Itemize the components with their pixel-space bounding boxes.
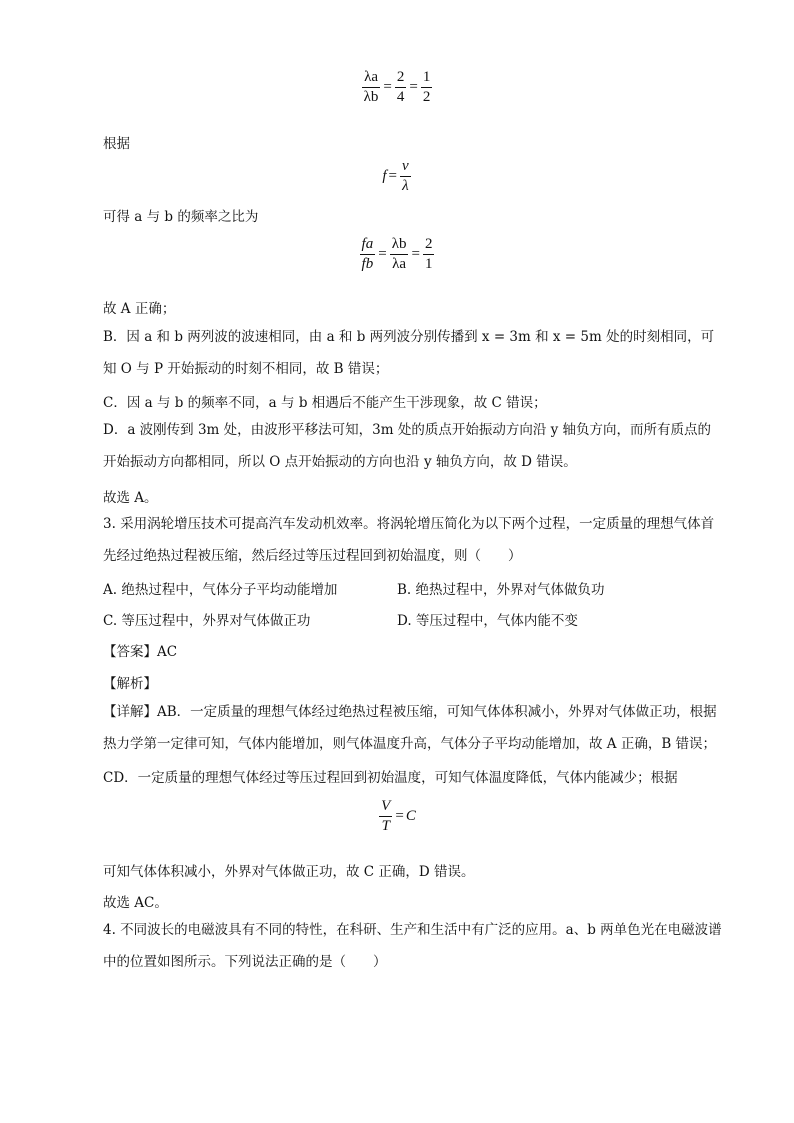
numerator: fa <box>360 235 376 255</box>
fraction <box>395 68 407 107</box>
numerator: λa <box>362 68 381 88</box>
question-3-option-c: C. 等压过程中，外界对气体做正功 <box>103 613 311 629</box>
denominator: fb <box>361 256 374 272</box>
fraction <box>423 235 435 274</box>
equation-lhs: f <box>382 167 387 184</box>
equation-ideal-gas: $\frac{V}{T}$ = C <box>381 798 416 834</box>
denominator: λb <box>363 89 379 105</box>
numerator: V <box>379 797 392 817</box>
equation-wavelength-ratio: $\frac{\lambda a}{\lambda b}$ = $\frac{2}{4}$ = $\frac{1}{2}$ <box>363 69 431 105</box>
question-3-answer-label: 【答案】AC <box>103 644 178 660</box>
paragraph-option-c: C．因 a 与 b 的频率不同，a 与 b 相遇后不能产生干涉现象，故 C 错误； <box>103 395 547 411</box>
question-3-detail-ab: 【详解】AB．一定质量的理想气体经过绝热过程被压缩，可知气体体积减小，外界对气体做正功，根据热力学第一定律可知，气体内能增加，则气体温度升高，气体分子平均动能增加，故 A 正确，B 错误； <box>103 704 717 752</box>
text-a-correct: 故 A 正确； <box>103 301 176 317</box>
question-3-answer: 故选 AC。 <box>103 895 168 911</box>
fraction <box>390 235 409 274</box>
text-kede: 可得 a 与 b 的频率之比为 <box>103 209 259 225</box>
question-3-option-b: B. 绝热过程中，外界对气体做负功 <box>397 582 605 598</box>
fraction <box>400 157 411 196</box>
fraction <box>360 235 376 274</box>
denominator: T <box>381 818 390 834</box>
equation-frequency-ratio: $\frac{fa}{fb}$ = $\frac{\lambda b}{\lambda a}$ = $\frac{2}{1}$ <box>361 236 433 272</box>
numerator: 2 <box>395 68 407 88</box>
question-3-analysis-label: 【解析】 <box>103 676 157 692</box>
numerator: 2 <box>423 235 435 255</box>
paragraph-option-d: D．a 波刚传到 3m 处，由波形平移法可知，3m 处的质点开始振动方向沿 y 轴负方向，而所有质点的开始振动方向都相同，所以 O 点开始振动的方向也沿 y 轴负方向，故 D 错误。 <box>103 422 712 470</box>
text-genju: 根据 <box>103 136 130 152</box>
fraction <box>421 68 433 107</box>
equation-frequency: f = $\frac{v}{\lambda}$ <box>382 158 409 194</box>
denominator: λa <box>392 256 407 272</box>
denominator: 2 <box>422 89 431 105</box>
question-3-option-a: A. 绝热过程中，气体分子平均动能增加 <box>103 582 338 598</box>
question-3-conclusion: 可知气体体积减小，外界对气体做正功，故 C 正确，D 错误。 <box>103 864 475 880</box>
question-3-stem: 3. 采用涡轮增压技术可提高汽车发动机效率。将涡轮增压简化为以下两个过程，一定质量的理想气体首先经过绝热过程被压缩，然后经过等压过程回到初始温度，则（ ） <box>103 516 715 564</box>
fraction <box>362 68 381 107</box>
numerator: v <box>400 157 411 177</box>
numerator: λb <box>390 235 409 255</box>
paragraph-option-b: B．因 a 和 b 两列波的波速相同，由 a 和 b 两列波分别传播到 x = 3m 和 x = 5m 处的时刻相同，可知 O 与 P 开始振动的时刻不相同，故 B 错误； <box>103 329 715 377</box>
denominator: 4 <box>396 89 405 105</box>
denominator: λ <box>402 178 409 194</box>
denominator: 1 <box>424 256 433 272</box>
question-3-option-d: D. 等压过程中，气体内能不变 <box>397 613 578 629</box>
equation-rhs: C <box>405 807 416 824</box>
numerator: 1 <box>421 68 433 88</box>
question-3-detail-cd: CD．一定质量的理想气体经过等压过程回到初始温度，可知气体温度降低，气体内能减少；根据 <box>103 770 678 786</box>
fraction <box>379 797 392 836</box>
question-4-stem: 4. 不同波长的电磁波具有不同的特性，在科研、生产和生活中有广泛的应用。a、b 两单色光在电磁波谱中的位置如图所示。下列说法正确的是（ ） <box>103 922 722 970</box>
text-answer-a: 故选 A。 <box>103 490 158 506</box>
